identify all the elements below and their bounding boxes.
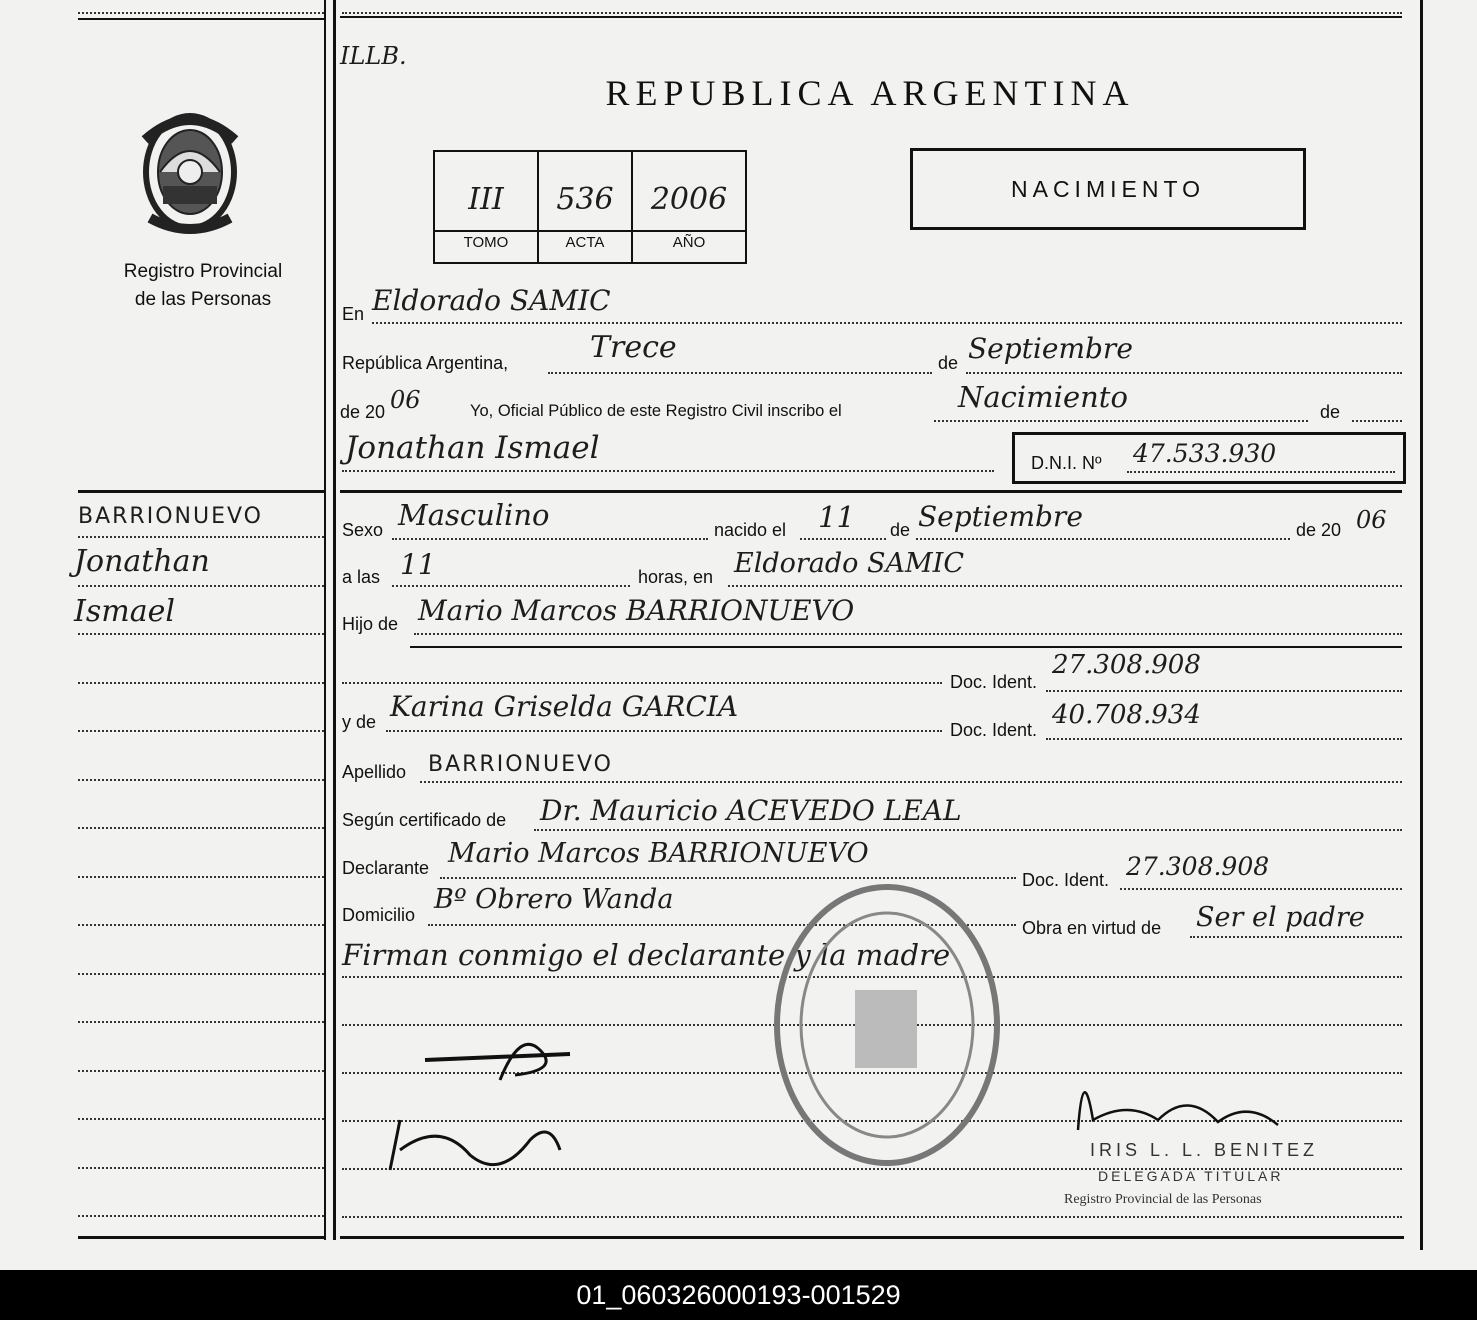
en-label: En: [342, 304, 365, 324]
alas-label: a las: [342, 567, 381, 587]
signature-icon: [1068, 1060, 1298, 1140]
padre-doc: 27.308.908: [1052, 650, 1201, 680]
domicilio-label: Domicilio: [342, 905, 416, 925]
top-left-rule: [78, 18, 326, 20]
de-label: de: [938, 353, 959, 373]
declarante-doc-label: Doc. Ident.: [1022, 870, 1110, 890]
corner-note: ILLB.: [340, 42, 407, 70]
year-prefix: de 20: [340, 402, 386, 422]
madre-doc: 40.708.934: [1052, 700, 1201, 730]
section-rule-right: [340, 490, 1402, 493]
domicilio-value: Bº Obrero Wanda: [434, 884, 674, 915]
tomo-value: III: [468, 182, 504, 217]
signature-icon: [380, 1110, 570, 1190]
nacido-mes: Septiembre: [918, 500, 1083, 533]
bottom-rule-right: [340, 1236, 1404, 1239]
official-signature: [1068, 1060, 1298, 1140]
top-right-rule: [340, 16, 1402, 18]
de20-label: de 20: [1296, 520, 1342, 540]
mes-value: Septiembre: [968, 332, 1133, 365]
apellido-value: BARRIONUEVO: [428, 752, 613, 777]
inscribe-value: Nacimiento: [958, 380, 1128, 414]
tomo-label: TOMO: [463, 234, 509, 251]
dni-label: D.N.I. Nº: [1031, 453, 1102, 473]
registry-name: [80, 258, 326, 314]
madre-doc-label: Doc. Ident.: [950, 720, 1038, 740]
declarante-doc: 27.308.908: [1126, 852, 1270, 881]
left-column-border: [324, 0, 326, 1240]
de3-label: de: [890, 520, 911, 540]
section-rule-left: [78, 490, 326, 493]
bottom-rule-left: [78, 1236, 326, 1239]
firman-text: Firman conmigo el declarante y la madre: [342, 938, 951, 972]
year-value: 06: [390, 386, 421, 414]
signature-icon: [420, 1030, 590, 1090]
sexo-label: Sexo: [342, 520, 384, 540]
horas-en-label: horas, en: [638, 567, 714, 587]
right-border: [1420, 0, 1423, 1250]
stamp-icon: [770, 880, 1005, 1170]
hijo-label: Hijo de: [342, 614, 399, 634]
yo-text: Yo, Oficial Público de este Registro Civil inscribo el: [470, 402, 842, 420]
yde-label: y de: [342, 712, 377, 732]
declarante-signature: [420, 1030, 590, 1090]
declarante-label: Declarante: [342, 858, 430, 878]
obra-value: Ser el padre: [1196, 902, 1365, 933]
de2-label: de: [1320, 402, 1341, 422]
main-column-border: [333, 0, 336, 1240]
segun-label: Según certificado de: [342, 810, 507, 830]
top-left-dotted-line: [78, 12, 324, 14]
anio-value: 2006: [650, 182, 728, 217]
acta-label: ACTA: [565, 234, 605, 251]
official-office: Registro Provincial de las Personas: [1064, 1192, 1262, 1207]
declarante-value: Mario Marcos BARRIONUEVO: [448, 838, 869, 869]
country-title: REPUBLICA ARGENTINA: [605, 73, 1135, 113]
dni-value: 47.533.930: [1133, 439, 1277, 468]
nombre-value: Jonathan Ismael: [345, 430, 600, 466]
emblem-icon: [135, 100, 245, 240]
margin-first-name: Jonathan: [74, 544, 210, 579]
official-name: IRIS L. L. BENITEZ: [1090, 1140, 1319, 1160]
nacido-dia: 11: [818, 500, 855, 534]
certificado-value: Dr. Mauricio ACEVEDO LEAL: [540, 794, 962, 827]
record-box: [433, 150, 747, 264]
sexo-value: Masculino: [398, 498, 550, 532]
anio-label: AÑO: [672, 234, 706, 251]
top-right-dotted-line: [342, 12, 1402, 14]
hora-value: 11: [400, 548, 436, 581]
padre-doc-label: Doc. Ident.: [950, 672, 1038, 692]
nacido-label: nacido el: [714, 520, 787, 540]
provincial-emblem: [135, 100, 245, 240]
registry-name-line2: de las Personas: [134, 289, 272, 310]
margin-surname: BARRIONUEVO: [78, 504, 263, 529]
apellido-label: Apellido: [342, 762, 407, 782]
obra-label: Obra en virtud de: [1022, 918, 1162, 938]
official-stamp: [770, 880, 1005, 1170]
padre-value: Mario Marcos BARRIONUEVO: [418, 594, 855, 627]
madre-signature: [380, 1110, 570, 1190]
certificate-type: NACIMIENTO: [910, 148, 1306, 230]
nacido-anio: 06: [1356, 506, 1387, 534]
official-title: DELEGADA TITULAR: [1098, 1168, 1284, 1184]
acta-value: 536: [556, 182, 614, 217]
lugar-value: Eldorado SAMIC: [734, 548, 964, 579]
dni-box: [1012, 432, 1406, 484]
en-value: Eldorado SAMIC: [372, 284, 611, 317]
madre-value: Karina Griselda GARCIA: [390, 690, 739, 723]
document-code: 01_060326000193-001529: [0, 1270, 1477, 1320]
margin-second-name: Ismael: [74, 594, 175, 629]
registry-name-line1: Registro Provincial: [123, 261, 283, 282]
dia-value: Trece: [590, 330, 677, 365]
republica-label: República Argentina,: [342, 353, 509, 373]
